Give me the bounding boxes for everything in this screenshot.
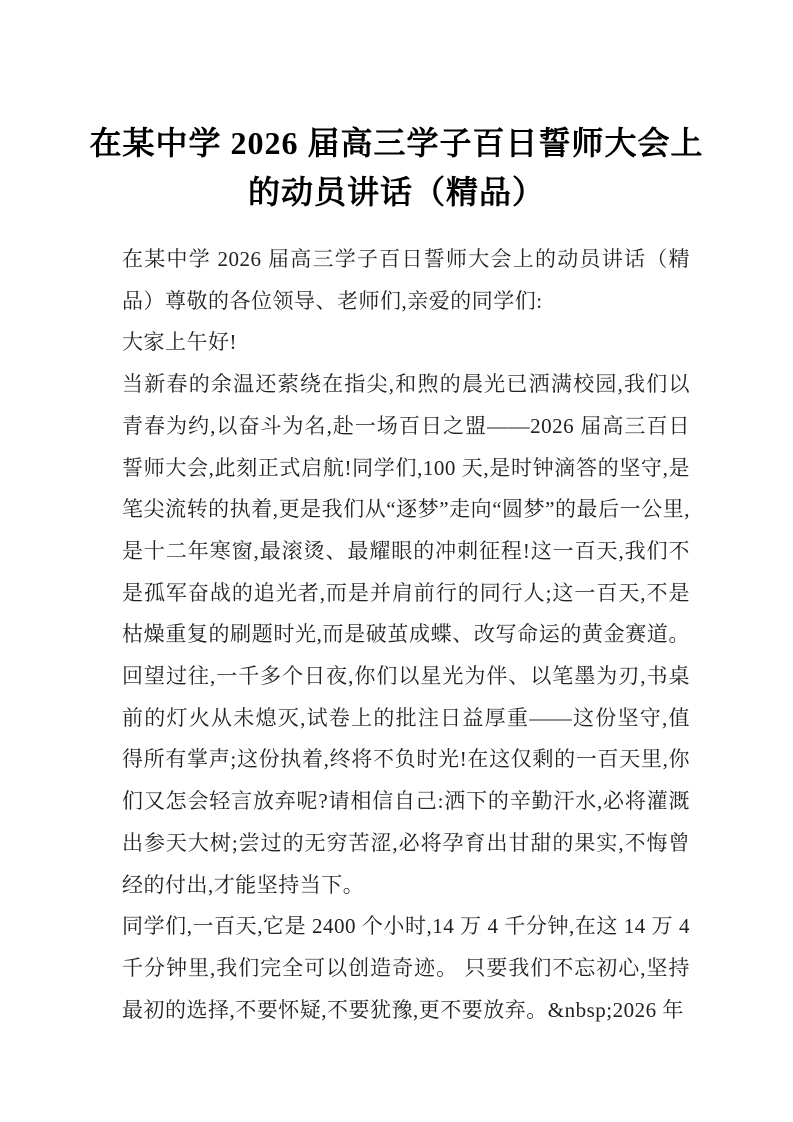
- paragraph-salutation: 在某中学 2026 届高三学子百日誓师大会上的动员讲话（精品）尊敬的各位领导、老师们,亲爱的同学们:: [122, 247, 690, 313]
- paragraph-main-body: 当新春的余温还萦绕在指尖,和煦的晨光已洒满校园,我们以青春为约,以奋斗为名,赴一场百日之盟——2026 届高三百日誓师大会,此刻正式启航!同学们,100 天,是时钟滴答的坚守,是笔尖流转的执着,更是我们从“逐梦”走向“圆梦”的最后一公里,是十二年寒窗,最滚烫、最耀眼的冲刺征程!这一百天,我们不是孤军奋战的追光者,而是并肩前行的同行人;这一百天,不是枯燥重复的刷题时光,而是破茧成蝶、改写命运的黄金赛道。回望过往,一千多个日夜,你们以星光为伴、以笔墨为刃,书桌前的灯火从未熄灭,试卷上的批注日益厚重——这份坚守,值得所有掌声;这份执着,终将不负时光!在这仅剩的一百天里,你们又怎会轻言放弃呢?请相信自己:洒下的辛勤汗水,必将灌溉出参天大树;尝过的无穷苦涩,必将孕育出甘甜的果实,不悔曾经的付出,才能坚持当下。: [122, 372, 690, 897]
- paragraph-greeting: 大家上午好!: [122, 330, 237, 355]
- document-title: [0, 0, 793, 217]
- document-title-line-2: 的动员讲话（精品）: [247, 174, 545, 210]
- paragraph-closing: 同学们,一百天,它是 2400 个小时,14 万 4 千分钟,在这 14 万 4 千分钟里,我们完全可以创造奇迹。 只要我们不忘初心,坚持最初的选择,不要怀疑,不要犹豫,更不要放弃。&nbsp;2026 年: [122, 914, 690, 1022]
- document-body: [122, 239, 690, 1031]
- document-title-line-1: 在某中学 2026 届高三学子百日誓师大会上: [89, 125, 704, 161]
